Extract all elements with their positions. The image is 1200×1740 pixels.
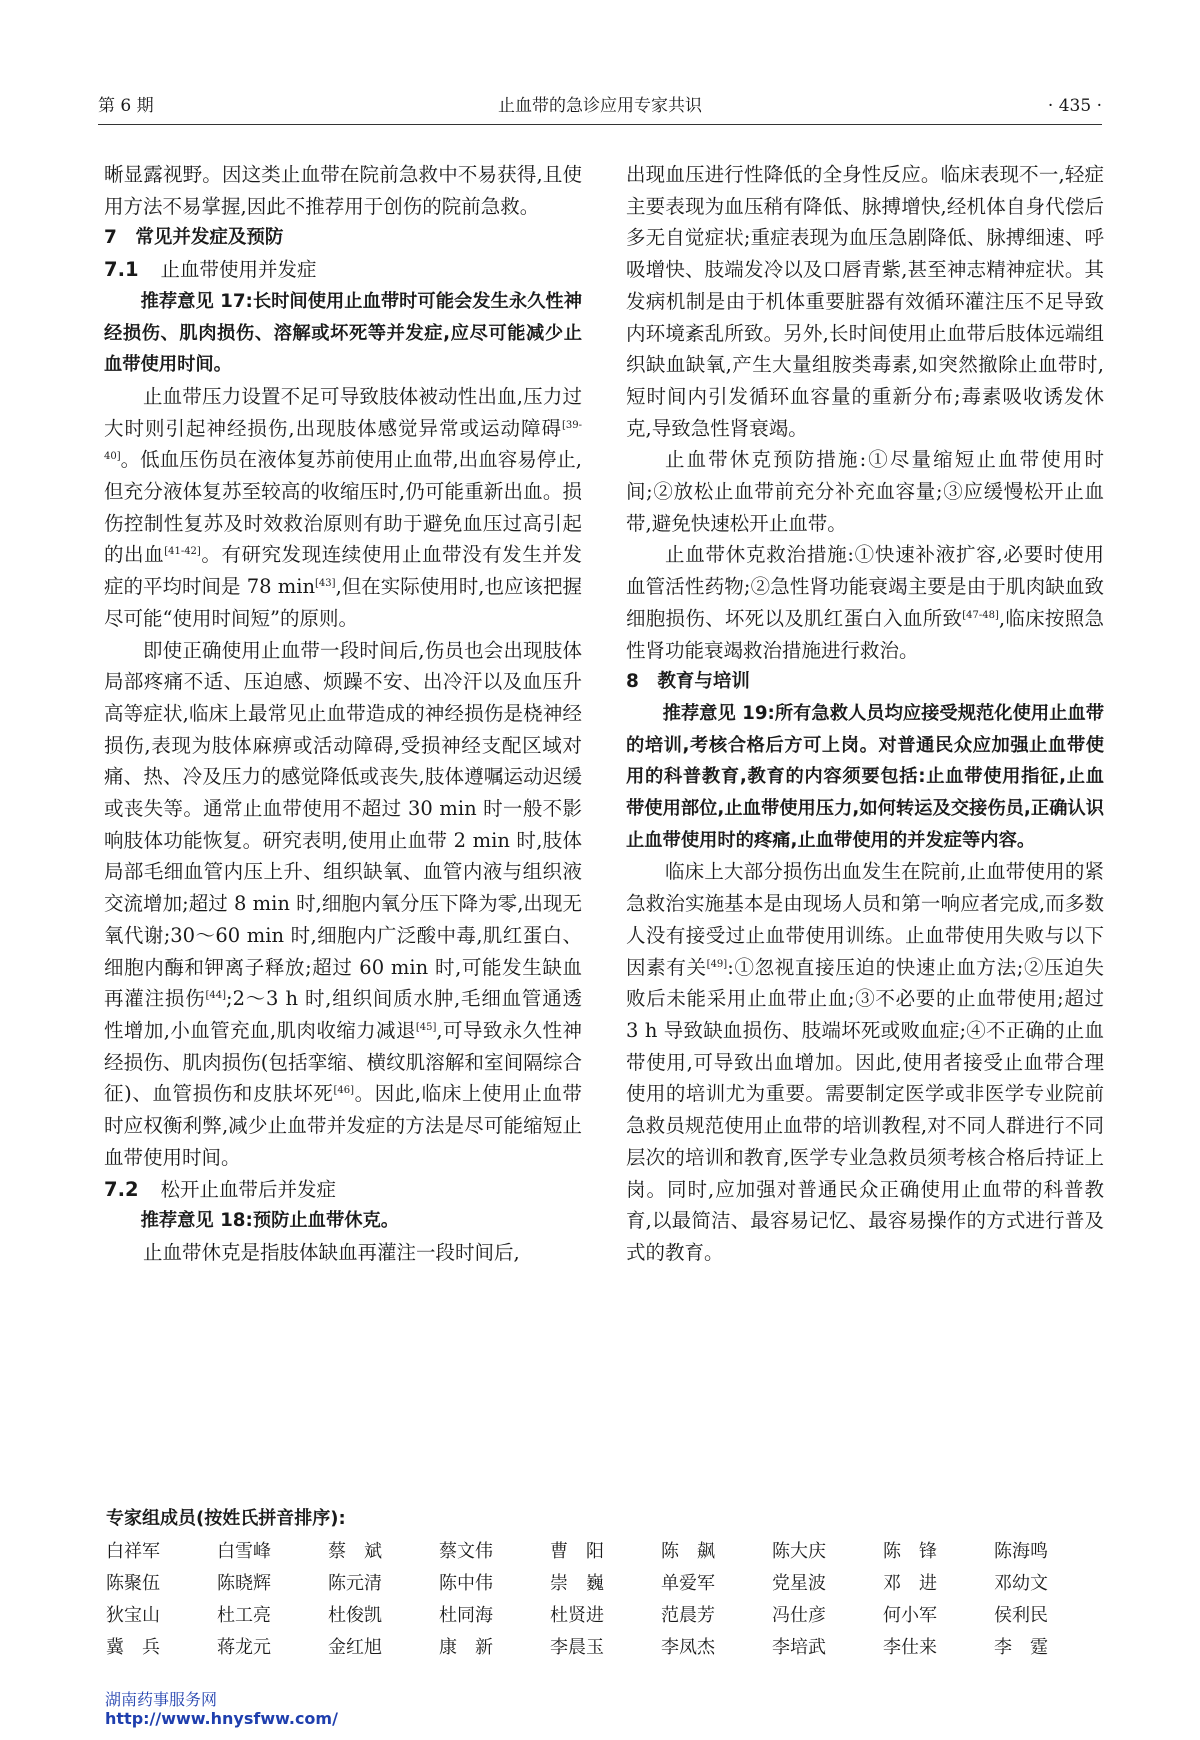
text-run: ,临床按照急性肾功能衰竭救治措施进行救治。 [626,606,1104,662]
subsection-title: 松开止血带后并发症 [160,1177,337,1201]
text-run: ,可导致永久性神经损伤、肌肉损伤(包括挛缩、横纹肌溶解和室间隔综合征)、血管损伤和皮肤坏死 [104,1018,582,1106]
issue-number: 第 6 期 [98,96,154,116]
paragraph: 止血带休克预防措施:①尽量缩短止血带使用时间;②放松止血带前充分补充血容量;③应缓慢松开止血带,避免快速松开止血带。 [626,448,1104,535]
watermark [105,1690,338,1728]
expert-name: 陈海鸣 [994,1541,1048,1562]
expert-name: 单爱军 [661,1573,715,1594]
expert-name: 李 霆 [994,1637,1048,1658]
expert-name: 白祥军 [106,1541,160,1562]
expert-panel [106,1504,1106,1660]
expert-name: 邓幼文 [994,1573,1048,1594]
citation: [47-48] [962,609,999,621]
expert-name: 康 新 [439,1637,493,1658]
paragraph: 出现血压进行性降低的全身性反应。临床表现不一,轻症主要表现为血压稍有降低、脉搏增快,经机体自身代偿后多无自觉症状;重症表现为血压急剧降低、脉搏细速、呼吸增快、肢端发冷以及口唇青紫,甚至神志精神症状。其发病机制是由于机体重要脏器有效循环灌注压不足导致内环境紊乱所致。另外,长时间使用止血带后肢体远端组织缺血缺氧,产生大量组胺类毒素,如突然撤除止血带时,短时间内引发循环血容量的重新分布;毒素吸收诱发休克,导致急性肾衰竭。 [626,163,1104,440]
citation: [46] [333,1085,354,1097]
expert-name: 李培武 [772,1637,826,1658]
expert-name: 陈元清 [328,1573,382,1594]
text-run: 。有研究发现连续使用止血带没有发生并发症的平均时间是 78 min [104,543,582,599]
citation: [41-42] [164,546,201,558]
expert-name: 陈晓辉 [217,1573,271,1594]
subsection-heading-7-2 [104,1174,582,1206]
citation: [43] [315,578,336,590]
expert-name: 陈聚伍 [106,1573,160,1594]
expert-name: 曹 阳 [550,1541,604,1562]
text-run: ,但在实际使用时,也应该把握尽可能“使用时间短”的原则。 [104,575,582,630]
expert-name: 杜同海 [439,1605,493,1626]
subsection-title: 止血带使用并发症 [160,258,317,282]
expert-name: 冀 兵 [106,1637,160,1658]
paragraph [626,539,1104,666]
expert-name: 侯利民 [994,1605,1048,1626]
recommendation-text: 所有急救人员均应接受规范化使用止血带的培训,考核合格后方可上岗。对普通民众应加强止血带使用的科普教育,教育的内容须要包括:止血带使用指征,止血带使用部位,止血带使用压力,如何转运及交接伤员,正确认识止血带使用时的疼痛,止血带使用的并发症等内容。 [626,702,1104,851]
citation: [44] [205,990,226,1002]
recommendation-text: 长时间使用止血带时可能会发生永久性神经损伤、肌肉损伤、溶解或坏死等并发症,应尽可能减少止血带使用时间。 [104,290,582,376]
citation: [39-40] [104,419,582,463]
text-run: 止血带压力设置不足可导致肢体被动性出血,压力过大时则引起神经损伤,出现肢体感觉异常或运动障碍 [104,384,582,440]
expert-name: 杜工亮 [217,1605,271,1626]
section-heading-7: 7 常见并发症及预防 [104,227,284,249]
text-run: 止血带休克救治措施:①快速补液扩容,必要时使用血管活性药物;②急性肾功能衰竭主要是由于肌肉缺血致细胞损伤、坏死以及肌红蛋白入血所致 [626,543,1104,630]
subsection-number: 7.1 [104,258,139,282]
page-number: · 435 · [1047,96,1102,116]
text-run: 。低血压伤员在液体复苏前使用止血带,出血容易停止,但充分液体复苏至较高的收缩压时,仍可能重新出血。损伤控制性复苏及时效救治原则有助于避免血压过高引起的出血 [104,448,582,567]
text-run: ;2～3 h 时,组织间质水肿,毛细血管通透性增加,小血管充血,肌肉收缩力减退 [104,987,582,1042]
expert-name: 杜俊凯 [328,1605,382,1626]
expert-name: 陈大庆 [772,1541,826,1562]
running-title: 止血带的急诊应用专家共识 [498,96,702,116]
left-column [104,159,582,1269]
watermark-url[interactable]: http://www.hnysfww.com/ [105,1709,338,1728]
paragraph [626,856,1104,1268]
recommendation-lead: 推荐意见 19: [662,702,775,724]
expert-name: 邓 进 [883,1573,937,1594]
recommendation-18: 推荐意见 18:预防止血带休克。 [140,1210,400,1232]
expert-name: 范晨芳 [661,1605,715,1626]
watermark-site: 湖南药事服务网 [105,1690,218,1709]
text-run: 临床上大部分损伤出血发生在院前,止血带使用的紧急救治实施基本是由现场人员和第一响应者完成,而多数人没有接受过止血带使用训练。止血带使用失败与以下因素有关 [626,860,1104,979]
text-run: 即使正确使用止血带一段时间后,伤员也会出现肢体局部疼痛不适、压迫感、烦躁不安、出冷汗以及血压升高等症状,临床上最常见止血带造成的神经损伤是桡神经损伤,表现为肢体麻痹或活动障碍,受损神经支配区域对痛、热、冷及压力的感觉降低或丧失,肢体遵嘱运动迟缓或丧失等。通常止血带使用不超过 30 min 时一般不影响肢体功能恢复。研究表明,使用止血带 2 min 时,肢体局部毛细血管内压上升、组织缺氧、血管内液与组织液交流增加;超过 8 min 时,细胞内氧分压下降为零,出现无氧代谢;30～60 min 时,细胞内广泛酸中毒,肌红蛋白、细胞内酶和钾离子释放;超过 60 min 时,可能发生缺血再灌注损伤 [104,638,582,1011]
subsection-heading-7-1 [104,254,582,286]
expert-name: 冯仕彦 [772,1605,826,1626]
right-column [626,159,1104,1269]
subsection-number: 7.2 [104,1177,139,1201]
expert-name: 狄宝山 [106,1605,160,1626]
paragraph [104,635,582,1174]
expert-name: 白雪峰 [217,1541,271,1562]
expert-name-grid [106,1540,1106,1660]
paragraph: 止血带休克是指肢体缺血再灌注一段时间后, [143,1240,520,1264]
recommendation-17 [104,286,582,381]
running-header [98,93,1102,119]
expert-panel-title: 专家组成员(按姓氏拼音排序): [106,1508,346,1529]
section-heading-8: 8 教育与培训 [626,671,750,693]
paragraph: 晰显露视野。因这类止血带在院前急救中不易获得,且使用方法不易掌握,因此不推荐用于创伤的院前急救。 [104,163,582,218]
expert-name: 杜贤进 [550,1605,604,1626]
paragraph [104,381,582,635]
expert-name: 金红旭 [328,1637,382,1658]
expert-name: 李晨玉 [550,1637,604,1658]
text-run: :①忽视直接压迫的快速止血方法;②压迫失败后未能采用止血带止血;③不必要的止血带使用;超过 3 h 导致缺血损伤、肢端坏死或败血症;④不正确的止血带使用,可导致出血增加。因此,使用者接受止血带合理使用的培训尤为重要。需要制定医学或非医学专业院前急救员规范使用止血带的培训教程,对不同人群进行不同层次的培训和教育,医学专业急救员须考核合格后持证上岗。同时,应加强对普通民众正确使用止血带的科普教育,以最简洁、最容易记忆、最容易操作的方式进行普及式的教育。 [626,955,1104,1264]
citation: [45] [415,1021,437,1033]
recommendation-lead: 推荐意见 17: [140,290,253,312]
text-run: 。因此,临床上使用止血带时应权衡利弊,减少止血带并发症的方法是尽可能缩短止血带使用时间。 [104,1082,582,1169]
expert-name: 蒋龙元 [217,1637,271,1658]
expert-name: 李仕来 [883,1637,937,1658]
expert-name: 党星波 [772,1573,826,1594]
expert-name: 陈 飙 [661,1541,715,1562]
recommendation-19 [626,698,1104,857]
expert-name: 崇 巍 [550,1573,604,1594]
expert-name: 李凤杰 [661,1637,715,1658]
header-rule [98,124,1102,125]
expert-name: 蔡文伟 [439,1541,493,1562]
expert-name: 何小军 [883,1605,937,1626]
expert-name: 蔡 斌 [328,1541,382,1562]
citation: [49] [706,958,728,970]
expert-name: 陈中伟 [439,1573,493,1594]
expert-name: 陈 锋 [883,1541,937,1562]
